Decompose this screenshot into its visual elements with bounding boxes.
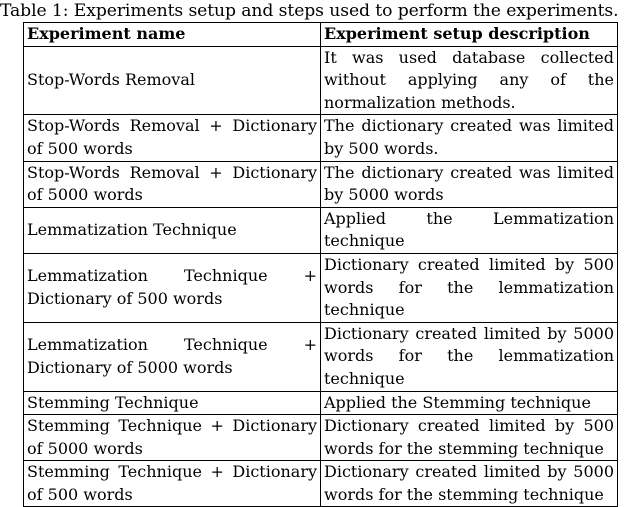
header-experiment-setup-description: Experiment setup description xyxy=(321,23,618,47)
experiment-description-cell: The dictionary created was limited by 500 words. xyxy=(321,115,618,161)
experiment-description-cell: Dictionary created limited by 500 words for the lemmatization technique xyxy=(321,253,618,322)
experiment-name-cell: Stop-Words Removal + Dictionary of 5000 words xyxy=(24,161,321,207)
table-header xyxy=(24,23,618,47)
experiment-name-cell: Stemming Technique xyxy=(24,391,321,415)
header-experiment-name: Experiment name xyxy=(24,23,321,47)
experiment-description-cell: It was used database collected without applying any of the normalization methods. xyxy=(321,46,618,115)
table-caption: Table 1: Experiments setup and steps used to perform the experiments. xyxy=(0,1,619,21)
table-row xyxy=(24,415,618,461)
experiment-description-cell: Dictionary created limited by 5000 words for the stemming technique xyxy=(321,461,618,507)
experiment-name-cell: Lemmatization Technique + Dictionary of 500 words xyxy=(24,253,321,322)
experiment-name-cell: Stop-Words Removal xyxy=(24,46,321,115)
experiment-name-cell: Stemming Technique + Dictionary of 500 words xyxy=(24,461,321,507)
table-row xyxy=(24,253,618,322)
experiment-name-cell: Stemming Technique + Dictionary of 5000 words xyxy=(24,415,321,461)
experiment-name-cell: Lemmatization Technique xyxy=(24,207,321,253)
table-row xyxy=(24,115,618,161)
table-row xyxy=(24,322,618,391)
experiment-name-cell: Stop-Words Removal + Dictionary of 500 words xyxy=(24,115,321,161)
experiment-name-cell: Lemmatization Technique + Dictionary of 5000 words xyxy=(24,322,321,391)
table-row xyxy=(24,207,618,253)
table-body xyxy=(24,46,618,507)
table-row xyxy=(24,161,618,207)
table-row xyxy=(24,46,618,115)
header-row xyxy=(24,23,618,47)
table-row xyxy=(24,461,618,507)
table-row xyxy=(24,391,618,415)
experiment-description-cell: Applied the Lemmatization technique xyxy=(321,207,618,253)
experiment-description-cell: Dictionary created limited by 5000 words for the lemmatization technique xyxy=(321,322,618,391)
experiment-description-cell: Applied the Stemming technique xyxy=(321,391,618,415)
experiments-table xyxy=(23,22,618,507)
experiment-description-cell: The dictionary created was limited by 5000 words xyxy=(321,161,618,207)
experiment-description-cell: Dictionary created limited by 500 words for the stemming technique xyxy=(321,415,618,461)
